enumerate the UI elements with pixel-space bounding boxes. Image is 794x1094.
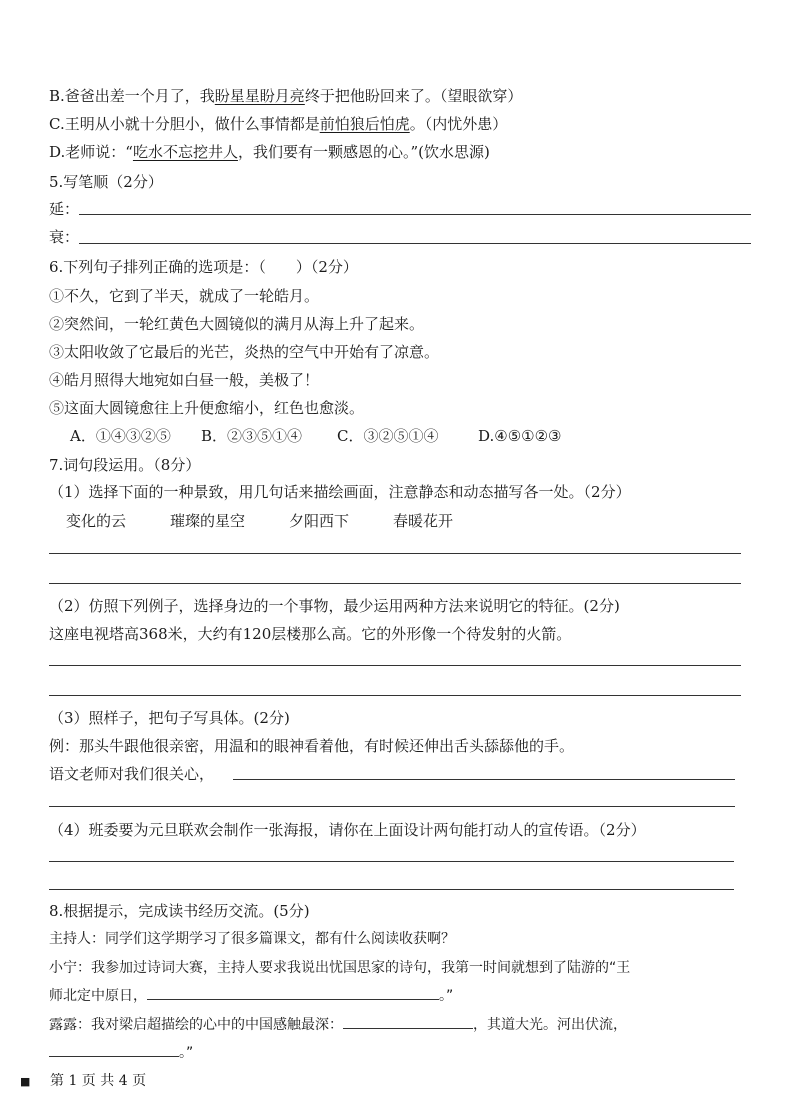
q7-part4-answer-line-2[interactable] [49, 889, 734, 890]
q4-b-underlined: 盼星星盼月亮 [214, 87, 305, 105]
q7-scene-list [66, 511, 497, 531]
q7-part4-prompt: （4）班委要为元旦联欢会制作一张海报，请你在上面设计两句能打动人的宣传语。（2分） [49, 821, 646, 839]
q6-option-c[interactable]: C．③②⑤①④ [337, 427, 439, 445]
q8-xiaoning-line-2 [49, 985, 453, 1006]
q6-title: 6.下列句子排列正确的选项是：（ ）（2分） [49, 258, 358, 276]
q7-part1-answer-line-1[interactable] [49, 553, 741, 554]
q4-d-text: D.老师说：“ [49, 143, 133, 161]
q7-part2-answer-line-2[interactable] [49, 695, 741, 696]
q6-sentence-4: ④皓月照得大地宛如白昼一般，美极了！ [49, 371, 320, 389]
q7-part2-example: 这座电视塔高368米，大约有120层楼那么高。它的外形像一个待发射的火箭。 [49, 625, 572, 643]
q6-option-d[interactable]: D.④⑤①②③ [478, 427, 562, 445]
q5-char-2-label: 衰： [49, 228, 80, 246]
q4-option-c [49, 114, 507, 134]
footer-mark: ■ [20, 1075, 31, 1088]
q7-part1-prompt: （1）选择下面的一种景致，用几句话来描绘画面，注意静态和动态描写各一处。（2分） [49, 483, 631, 501]
q8-poem-blank[interactable] [147, 985, 439, 1000]
q4-d-underlined: 吃水不忘挖井人 [132, 143, 238, 161]
q8-host-line: 主持人：同学们这学期学习了很多篇课文，都有什么阅读收获啊？ [49, 931, 455, 947]
q8-xiaoning-tail: 。” [439, 988, 454, 1004]
q5-char-1-label: 延： [49, 200, 80, 218]
q6-sentence-2: ②突然间，一轮红黄色大圆镜似的满月从海上升了起来。 [49, 315, 425, 333]
q6-option-b[interactable]: B．②③⑤①④ [201, 427, 303, 445]
q8-lulu-line-2 [49, 1042, 193, 1063]
q7-part3-answer-line-1[interactable] [233, 779, 735, 780]
q8-lulu-blank-1[interactable] [343, 1014, 473, 1029]
q4-option-d [49, 142, 490, 162]
q7-title: 7.词句段运用。（8分） [49, 456, 201, 474]
q8-lulu-tail: 。” [179, 1045, 194, 1061]
q8-title: 8.根据提示，完成读书经历交流。(5分) [49, 902, 310, 920]
q8-lulu-text: 露露：我对梁启超描绘的心中的中国感触最深： [49, 1017, 343, 1033]
q7-part3-sentence-start: 语文老师对我们很关心， [49, 765, 215, 783]
q4-c-tail: 。（内忧外患） [409, 115, 508, 133]
page-number: 第 1 页 共 4 页 [50, 1073, 147, 1089]
q8-lulu-blank-2[interactable] [49, 1042, 179, 1057]
q4-c-text: C.王明从小就十分胆小，做什么事情都是 [49, 115, 320, 133]
scene-option: 夕阳西下 [289, 512, 350, 530]
q8-xiaoning-line-1: 小宁：我参加过诗词大赛，主持人要求我说出忧国思家的诗句，我第一时间就想到了陆游的“王 [49, 960, 631, 976]
scene-option: 变化的云 [66, 512, 127, 530]
scene-option: 春暖花开 [393, 512, 454, 530]
q7-part4-answer-line-1[interactable] [49, 861, 734, 862]
q7-part3-example: 例：那头牛跟他很亲密，用温和的眼神看着他，有时候还伸出舌头舔舔他的手。 [49, 737, 575, 755]
q7-part3-prompt: （3）照样子，把句子写具体。(2分) [49, 709, 290, 727]
q4-d-tail: ，我们要有一颗感恩的心。”(饮水思源) [237, 143, 490, 161]
q4-b-tail: 终于把他盼回来了。（望眼欲穿） [304, 87, 523, 105]
q7-part2-answer-line-1[interactable] [49, 665, 741, 666]
q5-answer-line-2[interactable] [79, 243, 751, 244]
q7-part1-answer-line-2[interactable] [49, 583, 741, 584]
q8-lulu-line-1 [49, 1014, 627, 1035]
q6-sentence-5: ⑤这面大圆镜愈往上升便愈缩小，红色也愈淡。 [49, 399, 365, 417]
q5-title: 5.写笔顺（2分） [49, 173, 163, 191]
q6-sentence-3: ③太阳收敛了它最后的光芒，炎热的空气中开始有了凉意。 [49, 343, 440, 361]
q4-option-b [49, 86, 522, 106]
q8-lulu-text-2: ，其道大光。河出伏流， [473, 1017, 627, 1033]
q6-options [70, 426, 562, 446]
scene-option: 璀璨的星空 [170, 512, 246, 530]
q8-xiaoning-text: 师北定中原日， [49, 988, 147, 1004]
q4-b-text: B.爸爸出差一个月了，我 [49, 87, 215, 105]
q4-c-underlined: 前怕狼后怕虎 [319, 115, 410, 133]
q5-answer-line-1[interactable] [79, 214, 751, 215]
q6-sentence-1: ①不久，它到了半天，就成了一轮皓月。 [49, 287, 320, 305]
q7-part2-prompt: （2）仿照下列例子，选择身边的一个事物，最少运用两种方法来说明它的特征。(2分) [49, 597, 620, 615]
q7-part3-answer-line-2[interactable] [49, 806, 735, 807]
q6-option-a[interactable]: A．①④③②⑤ [70, 427, 171, 445]
